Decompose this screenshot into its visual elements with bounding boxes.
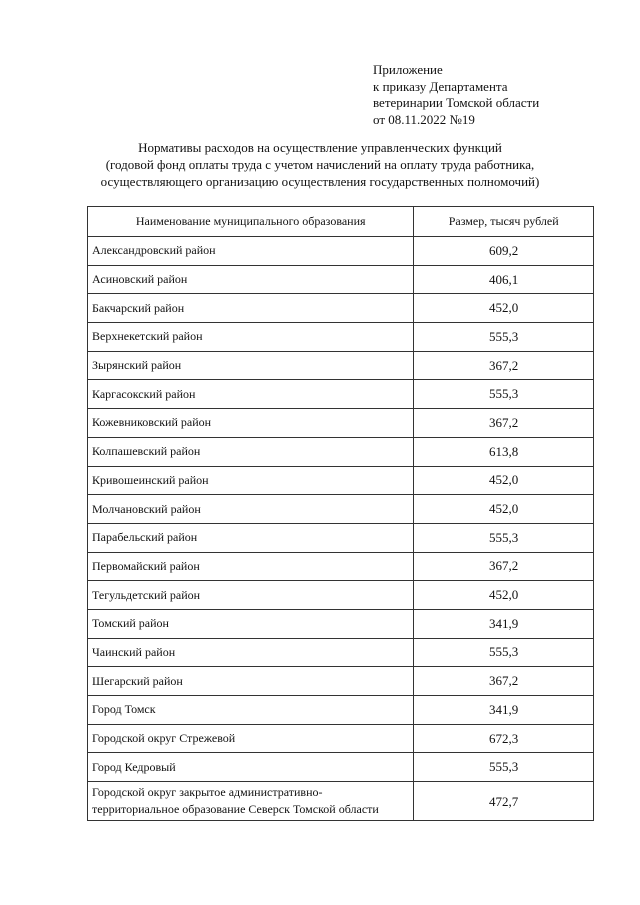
appendix-line: ветеринарии Томской области xyxy=(373,95,540,110)
table-header-row xyxy=(88,207,594,237)
amount-value: 341,9 xyxy=(414,609,594,638)
municipality-name: Парабельский район xyxy=(88,523,414,552)
table-row xyxy=(88,696,594,725)
column-header-name: Наименование муниципального образования xyxy=(88,207,414,237)
table-row xyxy=(88,638,594,667)
amount-value: 555,3 xyxy=(414,380,594,409)
table-row xyxy=(88,409,594,438)
amount-value: 555,3 xyxy=(414,323,594,352)
amount-value: 341,9 xyxy=(414,696,594,725)
municipality-name: Верхнекетский район xyxy=(88,323,414,352)
appendix-line: от 08.11.2022 №19 xyxy=(373,111,475,127)
amount-value: 367,2 xyxy=(414,351,594,380)
amount-value: 452,0 xyxy=(414,294,594,323)
column-header-value: Размер, тысяч рублей xyxy=(414,207,594,237)
table-row xyxy=(88,265,594,294)
amount-value: 672,3 xyxy=(414,724,594,753)
title-line: (годовой фонд оплаты труда с учетом начислений на оплату труда работника, xyxy=(105,157,535,172)
norms-table xyxy=(87,206,594,821)
table-row xyxy=(88,466,594,495)
amount-value: 406,1 xyxy=(414,265,594,294)
municipality-name: Колпашевский район xyxy=(88,437,414,466)
table-row xyxy=(88,523,594,552)
table-row xyxy=(88,294,594,323)
table-row xyxy=(88,380,594,409)
municipality-name: Первомайский район xyxy=(88,552,414,581)
municipality-name-line: территориальное образование Северск Томской области xyxy=(92,802,379,817)
municipality-name: Город Томск xyxy=(88,696,414,725)
municipality-name: Томский район xyxy=(88,609,414,638)
amount-value: 555,3 xyxy=(414,638,594,667)
municipality-name: Кожевниковский район xyxy=(88,409,414,438)
table-row xyxy=(88,437,594,466)
amount-value: 452,0 xyxy=(414,466,594,495)
table-row xyxy=(88,323,594,352)
table-row xyxy=(88,495,594,524)
title-line: Нормативы расходов на осуществление управленческих функций xyxy=(138,140,502,155)
municipality-name: Бакчарский район xyxy=(88,294,414,323)
municipality-name: Чаинский район xyxy=(88,638,414,667)
appendix-line: к приказу Департамента xyxy=(373,78,508,94)
table-row xyxy=(88,237,594,266)
municipality-name: Городской округ Стрежевой xyxy=(88,724,414,753)
municipality-name: Зырянский район xyxy=(88,351,414,380)
amount-value: 613,8 xyxy=(414,437,594,466)
municipality-name: Город Кедровый xyxy=(88,753,414,782)
table-row xyxy=(88,351,594,380)
table-row xyxy=(88,753,594,782)
table-row xyxy=(88,581,594,610)
municipality-name: Тегульдетский район xyxy=(88,581,414,610)
document-title xyxy=(60,139,580,190)
table-row xyxy=(88,552,594,581)
table-row xyxy=(88,667,594,696)
title-line: осуществляющего организацию осуществления государственных полномочий) xyxy=(100,174,540,189)
amount-value: 555,3 xyxy=(414,753,594,782)
municipality-name: Кривошеинский район xyxy=(88,466,414,495)
municipality-name: Молчановский район xyxy=(88,495,414,524)
municipality-name: Каргасокский район xyxy=(88,380,414,409)
amount-value: 367,2 xyxy=(414,409,594,438)
amount-value: 555,3 xyxy=(414,523,594,552)
table-row xyxy=(88,724,594,753)
amount-value: 609,2 xyxy=(414,237,594,266)
amount-value: 367,2 xyxy=(414,667,594,696)
municipality-name xyxy=(88,782,414,821)
municipality-name: Шегарский район xyxy=(88,667,414,696)
amount-value: 452,0 xyxy=(414,495,594,524)
amount-value: 472,7 xyxy=(414,782,594,821)
municipality-name: Александровский район xyxy=(88,237,414,266)
table-row xyxy=(88,782,594,821)
amount-value: 452,0 xyxy=(414,581,594,610)
amount-value: 367,2 xyxy=(414,552,594,581)
municipality-name-line: Городской округ закрытое административно- xyxy=(92,785,323,800)
appendix-header xyxy=(373,62,539,128)
appendix-line: Приложение xyxy=(373,62,443,77)
table-row xyxy=(88,609,594,638)
municipality-name: Асиновский район xyxy=(88,265,414,294)
